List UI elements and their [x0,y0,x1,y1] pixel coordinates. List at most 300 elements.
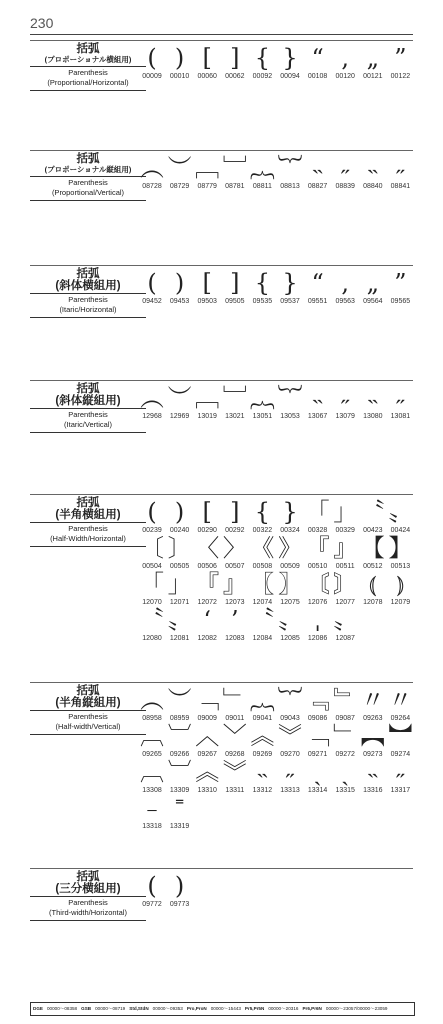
glyph-cell [276,156,304,191]
glyph-cell [138,760,166,795]
section-label [30,871,146,921]
glyph-code: 12073 [225,599,245,606]
glyph-cell [248,271,276,306]
glyph: ˏ [313,758,322,786]
glyph: 」 [167,570,192,598]
section-label [30,383,146,433]
glyph-cell [193,608,221,643]
glyph-cell [248,46,276,81]
glyph-code: 13080 [363,413,383,420]
glyph-code: 09011 [225,715,245,722]
glyph-cell [386,572,414,607]
footer-key: Pr5,Pr5N [244,1006,265,1011]
glyph: ” [394,269,407,297]
glyph-code: 00060 [197,73,217,80]
glyph-code: 13308 [142,787,162,794]
glyph-cell [276,608,304,643]
glyph: { [254,269,271,297]
glyph: ︹ [140,722,164,750]
glyph: 〃 [388,686,413,714]
glyph-cell [304,724,332,759]
glyph: ︽ [250,722,275,750]
section-title-jp: 括弧 [76,153,100,165]
glyph: 〝 [140,606,164,634]
glyph-cell [359,156,387,191]
glyph: ˵ [368,384,377,412]
glyph: 〝 [250,606,275,634]
glyph-code: 12081 [169,635,190,642]
section-title-jp: 括弧 [76,268,100,280]
glyph: 』 [222,570,247,598]
glyph: ˶ [341,154,350,182]
glyph-code: 13053 [280,413,300,420]
glyph-code: 09551 [307,298,328,305]
glyph-cell [221,500,249,535]
glyph-code: 00094 [280,73,300,80]
glyph-cell [193,500,221,535]
glyph-cell [166,608,194,643]
glyph-cell [386,46,414,81]
glyph: ˵ [258,758,267,786]
glyph: 】 [388,534,413,562]
glyph-code: 08811 [252,183,272,190]
section-subtitle-en: (Itaric/Vertical) [64,420,112,429]
glyph: ﹄ [333,686,358,714]
page-number: 230 [30,15,54,31]
glyph-cell [386,156,414,191]
glyph-cell [193,46,221,81]
glyph-code: 08781 [225,183,245,190]
section-subtitle-jp: (半角縦組用) [55,697,121,709]
glyph: 〟 [388,498,413,526]
glyph: 〃 [360,686,385,714]
glyph: ︸ [278,686,302,714]
glyph-code: 09267 [197,751,217,758]
glyph-cell [248,386,276,421]
glyph: ︶ [167,686,192,714]
glyph: 〟 [167,606,192,634]
glyph-cell [386,271,414,306]
glyph: } [282,269,298,297]
glyph: 〔 [140,534,164,562]
section-title-jp: 括弧 [76,497,100,509]
glyph-cell [276,536,304,571]
glyph-code: 09563 [335,298,355,305]
glyph-cell [166,796,194,831]
glyph-code: 09272 [335,751,355,758]
glyph: 〝 [360,498,385,526]
glyph-cell [304,271,332,306]
glyph-code: 09269 [252,751,273,758]
glyph: ( [147,498,157,526]
glyph-cell [386,724,414,759]
glyph-cell [276,46,304,81]
glyph: { [254,44,271,72]
glyph-cell [221,271,249,306]
label-end-rule [30,920,146,921]
glyph-code: 00121 [363,73,383,80]
glyph-code: 09537 [280,298,300,305]
glyph: „ [366,44,380,72]
glyph: ˶ [341,384,350,412]
section-title-en: Parenthesis [68,712,108,721]
glyph: 」 [333,498,358,526]
glyph-cell [138,796,166,831]
section-label [30,497,146,547]
glyph-code: 13316 [363,787,383,794]
glyph: ﹁ [305,722,330,750]
section-label [30,685,146,735]
glyph: ︵ [140,154,164,182]
glyph-code: 00120 [335,73,355,80]
glyph-code: 09273 [363,751,383,758]
glyph-code: 13051 [252,413,273,420]
glyph-cell [359,760,387,795]
glyph: „ [366,269,380,297]
glyph-cell [248,572,276,607]
glyph-code: 13067 [307,413,328,420]
section-subtitle-jp: (プロポーショナル横組用) [44,55,132,64]
glyph-code: 09453 [169,298,190,305]
section-title-en: Parenthesis [68,68,108,77]
footer-range: 00000〜15443 [210,1006,241,1011]
glyph-code: 09268 [225,751,245,758]
glyph-cell [138,608,166,643]
glyph-cell [138,572,166,607]
glyph-cell [138,500,166,535]
footer-key: GSB [81,1006,92,1011]
glyph: ﹈ [222,154,247,182]
glyph-cell [331,500,359,535]
section-subtitle-jp: (斜体横組用) [55,280,121,292]
glyph: } [282,498,298,526]
glyph-cell [248,156,276,191]
glyph-cell [331,156,359,191]
glyph-code: 13312 [252,787,273,794]
label-divider [30,896,146,897]
glyph: ( [147,269,157,297]
glyph-cell [166,874,194,909]
glyph-cell [138,156,166,191]
glyph-code: 00424 [390,527,411,534]
glyph-cell [193,536,221,571]
glyph: ﹇ [195,154,220,182]
glyph: ︹ [140,758,164,786]
glyph: [ [202,498,212,526]
glyph-cell [359,271,387,306]
footer-key: Std,StdN [129,1006,149,1011]
glyph-code: 00510 [307,563,328,570]
glyph-code: 00504 [142,563,162,570]
glyph: ︺ [167,758,192,786]
footer-range-bar [30,1002,415,1016]
glyph-code: 00324 [280,527,300,534]
glyph-cell [331,271,359,306]
glyph-cell [276,572,304,607]
glyph: ˭ [175,794,184,822]
glyph-code: 12969 [169,413,190,420]
glyph-cell [221,688,249,723]
glyph: ) [174,872,185,900]
label-end-rule [30,317,146,318]
glyph: ︾ [278,722,302,750]
glyph-cell [221,760,249,795]
glyph-code: 13310 [197,787,217,794]
glyph-code: 00505 [169,563,190,570]
section-title-en: Parenthesis [68,410,108,419]
top-rule [30,34,413,35]
section-subtitle-en: (Half-Width/Horizontal) [50,534,126,543]
glyph-code: 12083 [225,635,245,642]
glyph: 『 [305,534,330,562]
glyph: ﹃ [305,686,330,714]
glyph-cell [304,536,332,571]
glyph-cell [359,572,387,607]
glyph-cell [331,386,359,421]
glyph-cell [193,156,221,191]
section-title-jp: 括弧 [76,43,100,55]
glyph-code: 09265 [142,751,162,758]
glyph-code: 08840 [363,183,383,190]
glyph-cell [166,760,194,795]
glyph: 〖 [250,570,275,598]
glyph: ︵ [140,384,164,412]
glyph-cell [221,156,249,191]
glyph-cell [166,572,194,607]
glyph-cell [166,500,194,535]
glyph: 『 [195,570,220,598]
glyph-code: 08841 [390,183,411,190]
glyph: ˎ [341,758,350,786]
glyph: ︻ [360,722,385,750]
glyph-cell [193,386,221,421]
glyph-cell [248,608,276,643]
label-end-rule [30,200,146,201]
glyph-code: 13314 [307,787,328,794]
glyph-cell [304,608,332,643]
glyph: ˶ [396,154,405,182]
section-title-jp: 括弧 [76,383,100,395]
glyph-code: 09535 [252,298,273,305]
glyph: ⦅ [368,570,377,598]
glyph-cell [359,46,387,81]
glyph-cell [276,386,304,421]
glyph-cell [304,386,332,421]
glyph-cell [331,688,359,723]
glyph: ︼ [388,722,413,750]
glyph: ˵ [313,384,322,412]
glyph: ˵ [368,758,377,786]
glyph: ) [174,44,185,72]
section-label [30,153,146,201]
label-divider [30,522,146,523]
glyph-cell [221,536,249,571]
glyph: , [341,44,349,72]
glyph-cell [359,386,387,421]
glyph-cell [221,46,249,81]
section-rule [30,868,413,869]
glyph-code: 09041 [252,715,273,722]
glyph-code: 09009 [197,715,217,722]
glyph-code: 00009 [142,73,162,80]
glyph-code: 12087 [335,635,355,642]
glyph-code: 09565 [390,298,411,305]
glyph-cell [138,874,166,909]
glyph-cell [386,386,414,421]
glyph: “ [311,44,324,72]
label-end-rule [30,734,146,735]
label-divider [30,408,146,409]
glyph-code: 00506 [197,563,217,570]
glyph-cell [248,536,276,571]
section-subtitle-en: (Proportional/Vertical) [51,188,125,197]
glyph-code: 12082 [197,635,217,642]
glyph: 《 [250,534,275,562]
glyph-cell [138,46,166,81]
glyph-code: 12079 [390,599,411,606]
section-rule [30,494,413,495]
glyph: ﹈ [222,384,247,412]
section-rule [30,40,413,41]
glyph: 【 [360,534,385,562]
glyph-cell [276,271,304,306]
glyph-cell [138,688,166,723]
glyph-code: 09564 [363,298,383,305]
section-subtitle-en: (Half-width/Vertical) [55,722,121,731]
section-subtitle-en: (Proportional/Horizontal) [47,78,129,87]
label-end-rule [30,546,146,547]
section-rule [30,380,413,381]
glyph-cell [166,724,194,759]
glyph-cell [359,688,387,723]
glyph-cell [166,688,194,723]
glyph-code: 00240 [169,527,190,534]
glyph-cell [304,760,332,795]
label-end-rule [30,90,146,91]
footer-key: Pr6,Pr6N [302,1006,322,1011]
glyph: ) [174,498,185,526]
glyph-code: 00239 [142,527,162,534]
section-label [30,268,146,318]
glyph-code: 00329 [335,527,355,534]
glyph-cell [331,760,359,795]
glyph-cell [221,724,249,759]
glyph-cell [166,386,194,421]
section-title-en: Parenthesis [68,178,108,187]
glyph: ] [230,269,240,297]
glyph-code: 00508 [252,563,273,570]
section-label [30,43,146,91]
glyph-code: 12085 [280,635,300,642]
glyph-cell [221,572,249,607]
glyph: 「 [140,570,164,598]
glyph: ︽ [195,758,220,786]
glyph: ” [394,44,407,72]
glyph: ︷ [250,154,275,182]
footer-key: DGE [33,1006,43,1011]
glyph-code: 00290 [197,527,217,534]
glyph: ︸ [278,154,302,182]
glyph: ︷ [250,686,275,714]
glyph-cell [193,760,221,795]
glyph-code: 09772 [142,901,162,908]
glyph-code: 00512 [363,563,383,570]
glyph-code: 09086 [307,715,328,722]
glyph: 〟 [278,606,302,634]
label-divider [30,176,146,177]
glyph-code: 00292 [225,527,245,534]
glyph: 〟 [333,606,358,634]
label-end-rule [30,432,146,433]
glyph-code: 08729 [169,183,190,190]
glyph: 〕 [167,534,192,562]
glyph-code: 00328 [307,527,328,534]
glyph-cell [276,724,304,759]
glyph-code: 09270 [280,751,300,758]
glyph-cell [193,688,221,723]
glyph: } [282,44,298,72]
section-rule [30,265,413,266]
glyph-cell [276,760,304,795]
glyph-code: 09452 [142,298,162,305]
glyph-cell [221,608,249,643]
glyph-cell [193,724,221,759]
glyph-cell [248,760,276,795]
glyph-code: 12070 [142,599,162,606]
glyph-code: 08779 [197,183,217,190]
glyph-cell [248,724,276,759]
glyph-code: 09274 [390,751,411,758]
section-subtitle-jp: (斜体縦組用) [55,395,121,407]
glyph-code: 00010 [169,73,190,80]
label-divider [30,710,146,711]
glyph-code: 13079 [335,413,355,420]
glyph-cell [193,572,221,607]
glyph-code: 08958 [142,715,162,722]
glyph-cell [304,688,332,723]
glyph-cell [304,572,332,607]
glyph-code: 00322 [252,527,273,534]
glyph-cell [248,688,276,723]
glyph: 〘 [305,570,330,598]
footer-range: 00000〜23057/00000〜23059 [325,1006,388,1011]
glyph: ˌ [314,606,321,634]
glyph-code: 13315 [335,787,355,794]
glyph-code: 00423 [363,527,383,534]
glyph-cell [138,386,166,421]
glyph: ︾ [222,758,247,786]
glyph-code: 13081 [390,413,411,420]
glyph: ( [147,44,157,72]
glyph: ︷ [250,384,275,412]
glyph: [ [202,44,212,72]
glyph-cell [304,46,332,81]
footer-range: 00000〜08358 [46,1006,78,1011]
glyph-code: 08728 [142,183,162,190]
glyph: ˶ [286,758,294,786]
section-subtitle-en: (Itaric/Horizontal) [59,305,117,314]
glyph-code: 13019 [197,413,217,420]
glyph-code: 09266 [169,751,190,758]
section-subtitle-en: (Third-width/Horizontal) [49,908,127,917]
glyph-cell [359,536,387,571]
glyph-code: 09503 [197,298,217,305]
glyph: ˶ [396,384,405,412]
glyph-cell [166,536,194,571]
section-subtitle-jp: (半角横組用) [55,509,121,521]
section-title-en: Parenthesis [68,898,108,907]
glyph: ︶ [167,384,192,412]
